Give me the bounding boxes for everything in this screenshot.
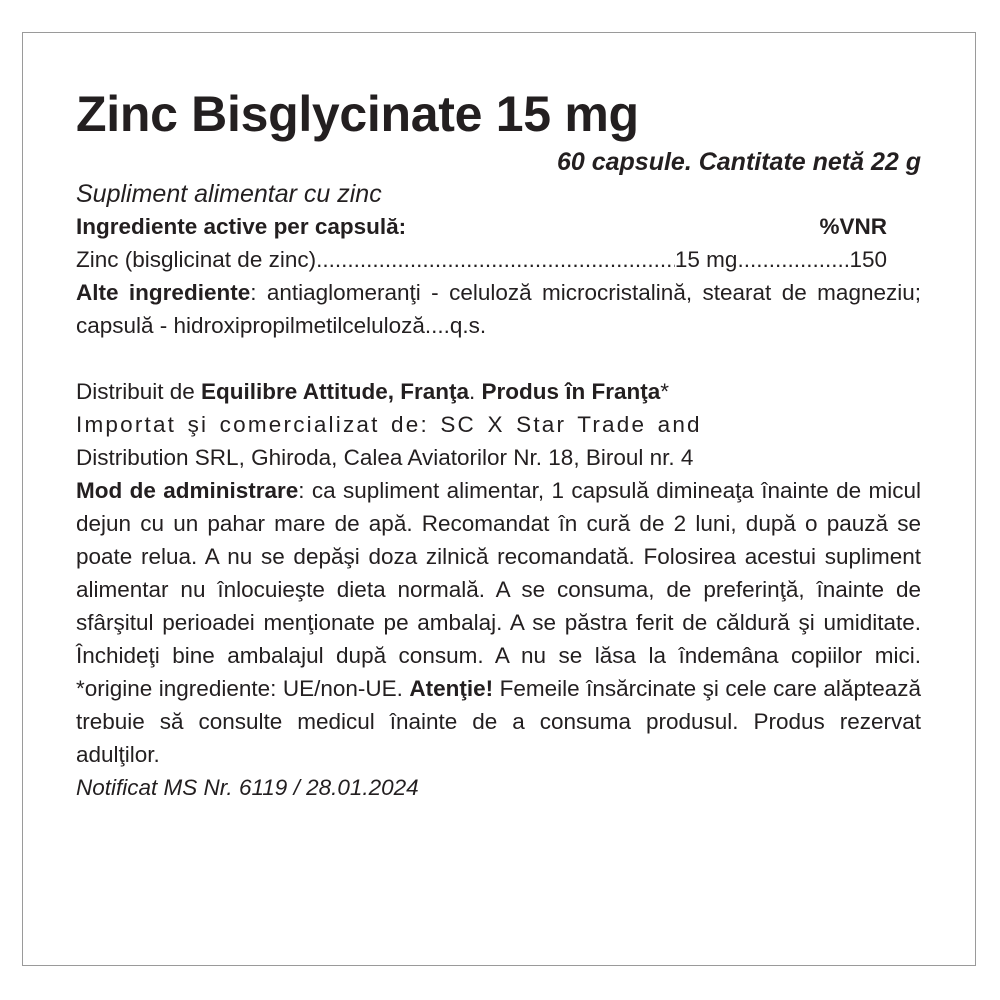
- importer-line-1: Importat şi comercializat de: SC X Star Trade and: [76, 412, 702, 437]
- warning-label: Atenţie!: [409, 676, 494, 701]
- importer-line-2: Distribution SRL, Ghiroda, Calea Aviatorilor Nr. 18, Biroul nr. 4: [76, 445, 694, 470]
- administration-text: : ca supliment alimentar, 1 capsulă dimineaţa înainte de micul dejun cu un pahar mare de apă. Recomandat în cură de 2 luni, după o pauză se poate relua. A nu se depăşi doza zilnică recomandată. Folosirea acestui supliment alimentar nu înlocuieşte dieta normală. A se consuma, de preferinţă, înainte de sfârşitul perioadei menţionate pe ambalaj. A se păstra ferit de căldură şi umiditate. Închideţi bine ambalajul după consum. A nu se lăsa la îndemâna copiilor mici. *origine ingrediente: UE/non-UE.: [76, 478, 921, 701]
- distributor-name: Equilibre Attitude, Franţa: [201, 379, 469, 404]
- dot-leader: [316, 243, 675, 276]
- other-ingredients: [76, 276, 921, 342]
- product-label: [76, 84, 921, 804]
- other-ingredients-text: : antiaglomeranţi - celuloză microcristalină, stearat de magneziu; capsulă - hidroxipropilmetilceluloză....q.s.: [76, 280, 921, 338]
- active-ingredients-header: [76, 210, 921, 243]
- ingredient-row: [76, 243, 921, 276]
- distribution-line: [76, 375, 921, 408]
- warning-text: Femeile însărcinate şi cele care alăptează trebuie să consulte medicul înainte de a consuma produsul. Produs rezervat adulţilor.: [76, 676, 921, 767]
- notification-number: Notificat MS Nr. 6119 / 28.01.2024: [76, 775, 419, 800]
- ingredient-vnr: 150: [849, 247, 887, 272]
- product-origin: Produs în Franţa: [481, 379, 661, 404]
- vnr-header: %VNR: [819, 214, 887, 239]
- active-ingredients-label: Ingrediente active per capsulă:: [76, 214, 407, 239]
- dot-leader: [737, 243, 849, 276]
- product-category: Supliment alimentar cu zinc: [76, 180, 382, 208]
- distribution-prefix: Distribuit de: [76, 379, 202, 404]
- ingredient-name: Zinc (bisglicinat de zinc): [76, 247, 317, 272]
- product-title: Zinc Bisglycinate 15 mg: [76, 86, 639, 142]
- package-info: 60 capsule. Cantitate netă 22 g: [556, 148, 921, 176]
- other-ingredients-label: Alte ingrediente: [76, 280, 251, 305]
- distribution-separator: .: [468, 379, 482, 404]
- administration-label: Mod de administrare: [76, 478, 299, 503]
- administration-instructions: [76, 474, 921, 771]
- ingredient-amount: 15 mg: [674, 247, 738, 272]
- origin-asterisk: *: [660, 379, 670, 404]
- spacer: [76, 342, 921, 375]
